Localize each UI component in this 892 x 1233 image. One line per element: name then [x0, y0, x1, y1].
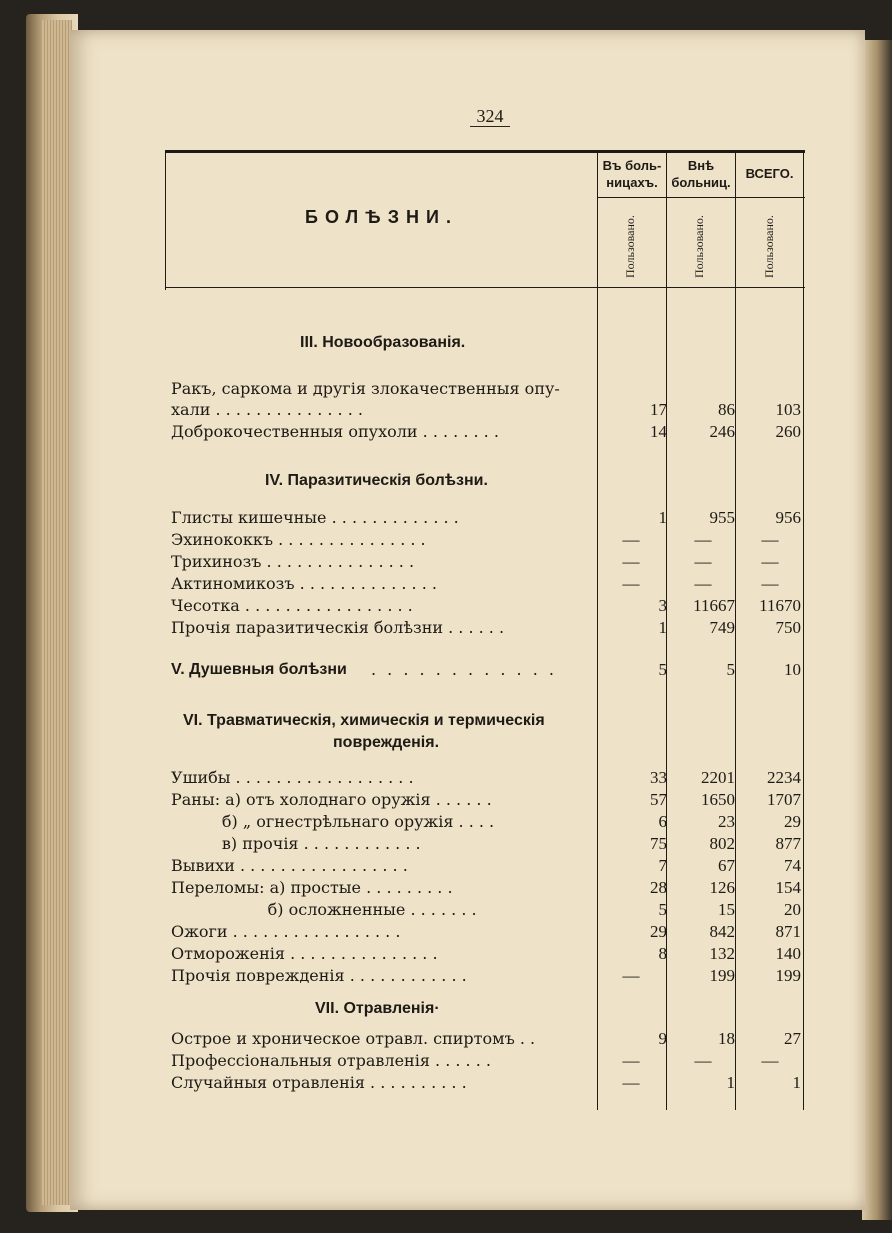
section-heading: IV. Паразитическія болѣзни. — [265, 472, 488, 489]
cell-in-hospital: 3 — [658, 596, 667, 615]
table-row — [171, 855, 801, 877]
cell-in-hospital: 5 — [658, 900, 667, 919]
cell-outside: 199 — [709, 966, 735, 985]
cell-in-hospital: 28 — [650, 878, 667, 897]
cell-in-hospital: — — [622, 966, 640, 985]
cell-outside: 1650 — [701, 790, 735, 809]
cell-in-hospital: 1 — [658, 508, 667, 527]
cell-total: 154 — [775, 878, 801, 897]
header-total: ВСЕГО. — [745, 166, 794, 181]
table-row — [171, 378, 801, 400]
row-label: Ракъ, саркома и другія злокачественныя опу- — [171, 379, 560, 398]
cell-total: 140 — [775, 944, 801, 963]
cell-in-hospital: 1 — [658, 618, 667, 637]
cell-in-hospital: — — [622, 574, 640, 593]
cell-total: 103 — [775, 400, 801, 419]
cell-in-hospital: 29 — [650, 922, 667, 941]
cell-total: — — [761, 530, 779, 549]
cell-total: 956 — [775, 508, 801, 527]
table-row — [171, 811, 801, 833]
table-row — [171, 1028, 801, 1050]
cell-outside: — — [694, 1051, 712, 1070]
section-heading: VI. Травматическія, химическія и термическія — [183, 712, 545, 729]
table-row — [171, 767, 801, 789]
table-row — [171, 421, 801, 443]
cell-total: 199 — [775, 966, 801, 985]
row-label: Доброкочественныя опухоли . . . . . . . . — [171, 422, 499, 441]
cell-in-hospital: — — [622, 1073, 640, 1092]
row-label: Острое и хроническое отравл. спиртомъ . . — [171, 1029, 536, 1048]
row-label: в) прочія . . . . . . . . . . . . — [171, 834, 421, 853]
cell-outside: 749 — [709, 618, 735, 637]
table-row — [171, 943, 801, 965]
row-label: хали . . . . . . . . . . . . . . . — [171, 400, 363, 419]
cell-total: 871 — [775, 922, 801, 941]
book-right-edge — [862, 40, 892, 1220]
cell-outside: — — [694, 574, 712, 593]
table-row — [171, 595, 801, 617]
cell-total: 20 — [784, 900, 801, 919]
page-stack — [42, 20, 72, 1205]
row-label: Эхинококкъ . . . . . . . . . . . . . . . — [171, 530, 426, 549]
section-heading-cont: поврежденія. — [333, 734, 440, 751]
cell-outside: — — [694, 552, 712, 571]
cell-total: — — [761, 552, 779, 571]
table-top-border — [165, 150, 805, 153]
cell-outside: 86 — [718, 400, 735, 419]
cell-total: 877 — [775, 834, 801, 853]
page-number: 324 — [470, 106, 510, 127]
table-row — [171, 899, 801, 921]
row-label: Чесотка . . . . . . . . . . . . . . . . . — [171, 596, 413, 615]
cell-in-hospital: — — [622, 552, 640, 571]
cell-in-hospital: 57 — [650, 790, 667, 809]
cell-outside: 132 — [709, 944, 735, 963]
cell-outside: 11667 — [693, 596, 735, 615]
cell-total: 27 — [784, 1029, 801, 1048]
cell-in-hospital: 5 — [658, 660, 667, 679]
cell-outside: 126 — [709, 878, 735, 897]
cell-total: — — [761, 574, 779, 593]
cell-outside: 23 — [718, 812, 735, 831]
row-label: Глисты кишечные . . . . . . . . . . . . . — [171, 508, 459, 527]
cell-in-hospital: 7 — [658, 856, 667, 875]
table-row — [171, 1050, 801, 1072]
cell-outside: — — [694, 530, 712, 549]
cell-in-hospital: 75 — [650, 834, 667, 853]
table-row — [171, 833, 801, 855]
cell-total: 29 — [784, 812, 801, 831]
cell-in-hospital: — — [622, 1051, 640, 1070]
cell-in-hospital: — — [622, 530, 640, 549]
table-row — [171, 573, 801, 595]
cell-outside: 246 — [709, 422, 735, 441]
cell-outside: 2201 — [701, 768, 735, 787]
cell-outside: 1 — [726, 1073, 735, 1092]
table-row — [171, 1072, 801, 1094]
cell-in-hospital: 8 — [658, 944, 667, 963]
cell-total: 74 — [784, 856, 801, 875]
header-treated-3: Пользовано. — [762, 215, 776, 278]
row-label: Актиномикозъ . . . . . . . . . . . . . . — [171, 574, 437, 593]
cell-in-hospital: 17 — [650, 400, 667, 419]
cell-total: 1 — [792, 1073, 801, 1092]
row-label: б) „ огнестрѣльнаго оружія . . . . — [171, 812, 495, 831]
section-heading: V. Душевныя болѣзни — [171, 661, 347, 678]
cell-outside: 18 — [718, 1029, 735, 1048]
table-row — [171, 399, 801, 421]
cell-total: 260 — [775, 422, 801, 441]
header-outside-hospitals: Внѣ больниц. — [671, 158, 731, 190]
section-heading: III. Новообразованія. — [300, 334, 466, 351]
table-row — [171, 921, 801, 943]
cell-total: 1707 — [767, 790, 801, 809]
row-label: Прочія поврежденія . . . . . . . . . . . . — [171, 966, 467, 985]
table-row — [171, 617, 801, 639]
cell-outside: 67 — [718, 856, 735, 875]
cell-total: 750 — [775, 618, 801, 637]
header-in-hospitals: Въ боль- ницахъ. — [602, 158, 662, 190]
table-row — [171, 551, 801, 573]
cell-in-hospital: 33 — [650, 768, 667, 787]
section-heading: VII. Отравленія· — [315, 1000, 440, 1017]
disease-table — [165, 150, 805, 1110]
table-row — [171, 529, 801, 551]
row-label: Случайныя отравленія . . . . . . . . . . — [171, 1073, 467, 1092]
row-label: Ожоги . . . . . . . . . . . . . . . . . — [171, 922, 401, 941]
row-label: Трихинозъ . . . . . . . . . . . . . . . — [171, 552, 415, 571]
row-label: Переломы: а) простые . . . . . . . . . — [171, 878, 453, 897]
cell-outside: 5 — [726, 660, 735, 679]
cell-total: 2234 — [767, 768, 801, 787]
row-label: Профессіональныя отравленія . . . . . . — [171, 1051, 491, 1070]
table-left-border — [165, 150, 166, 290]
cell-outside: 955 — [709, 508, 735, 527]
cell-in-hospital: 14 — [650, 422, 667, 441]
row-label: б) осложненные . . . . . . . — [171, 900, 477, 919]
cell-outside: 15 — [718, 900, 735, 919]
cell-total: 10 — [784, 660, 801, 679]
row-label: Отмороженія . . . . . . . . . . . . . . . — [171, 944, 438, 963]
header-bottom-border — [165, 287, 805, 288]
row-leader: . . . . . . . . . . . . — [371, 660, 557, 679]
header-treated-2: Пользовано. — [692, 215, 706, 278]
cell-outside: 802 — [709, 834, 735, 853]
table-row — [171, 965, 801, 987]
table-row — [171, 659, 801, 681]
row-label: Вывихи . . . . . . . . . . . . . . . . . — [171, 856, 408, 875]
table-row — [171, 789, 801, 811]
table-right-border — [803, 150, 804, 1110]
cell-total: — — [761, 1051, 779, 1070]
cell-in-hospital: 6 — [658, 812, 667, 831]
table-title: БОЛѢЗНИ. — [305, 207, 458, 227]
row-label: Ушибы . . . . . . . . . . . . . . . . . . — [171, 768, 414, 787]
table-row — [171, 507, 801, 529]
cell-total: 11670 — [759, 596, 801, 615]
row-label: Прочія паразитическія болѣзни . . . . . . — [171, 618, 505, 637]
table-row — [171, 877, 801, 899]
cell-in-hospital: 9 — [658, 1029, 667, 1048]
header-sub-border — [597, 197, 805, 198]
cell-outside: 842 — [709, 922, 735, 941]
header-treated-1: Пользовано. — [623, 215, 637, 278]
row-label: Раны: а) отъ холоднаго оружія . . . . . . — [171, 790, 492, 809]
